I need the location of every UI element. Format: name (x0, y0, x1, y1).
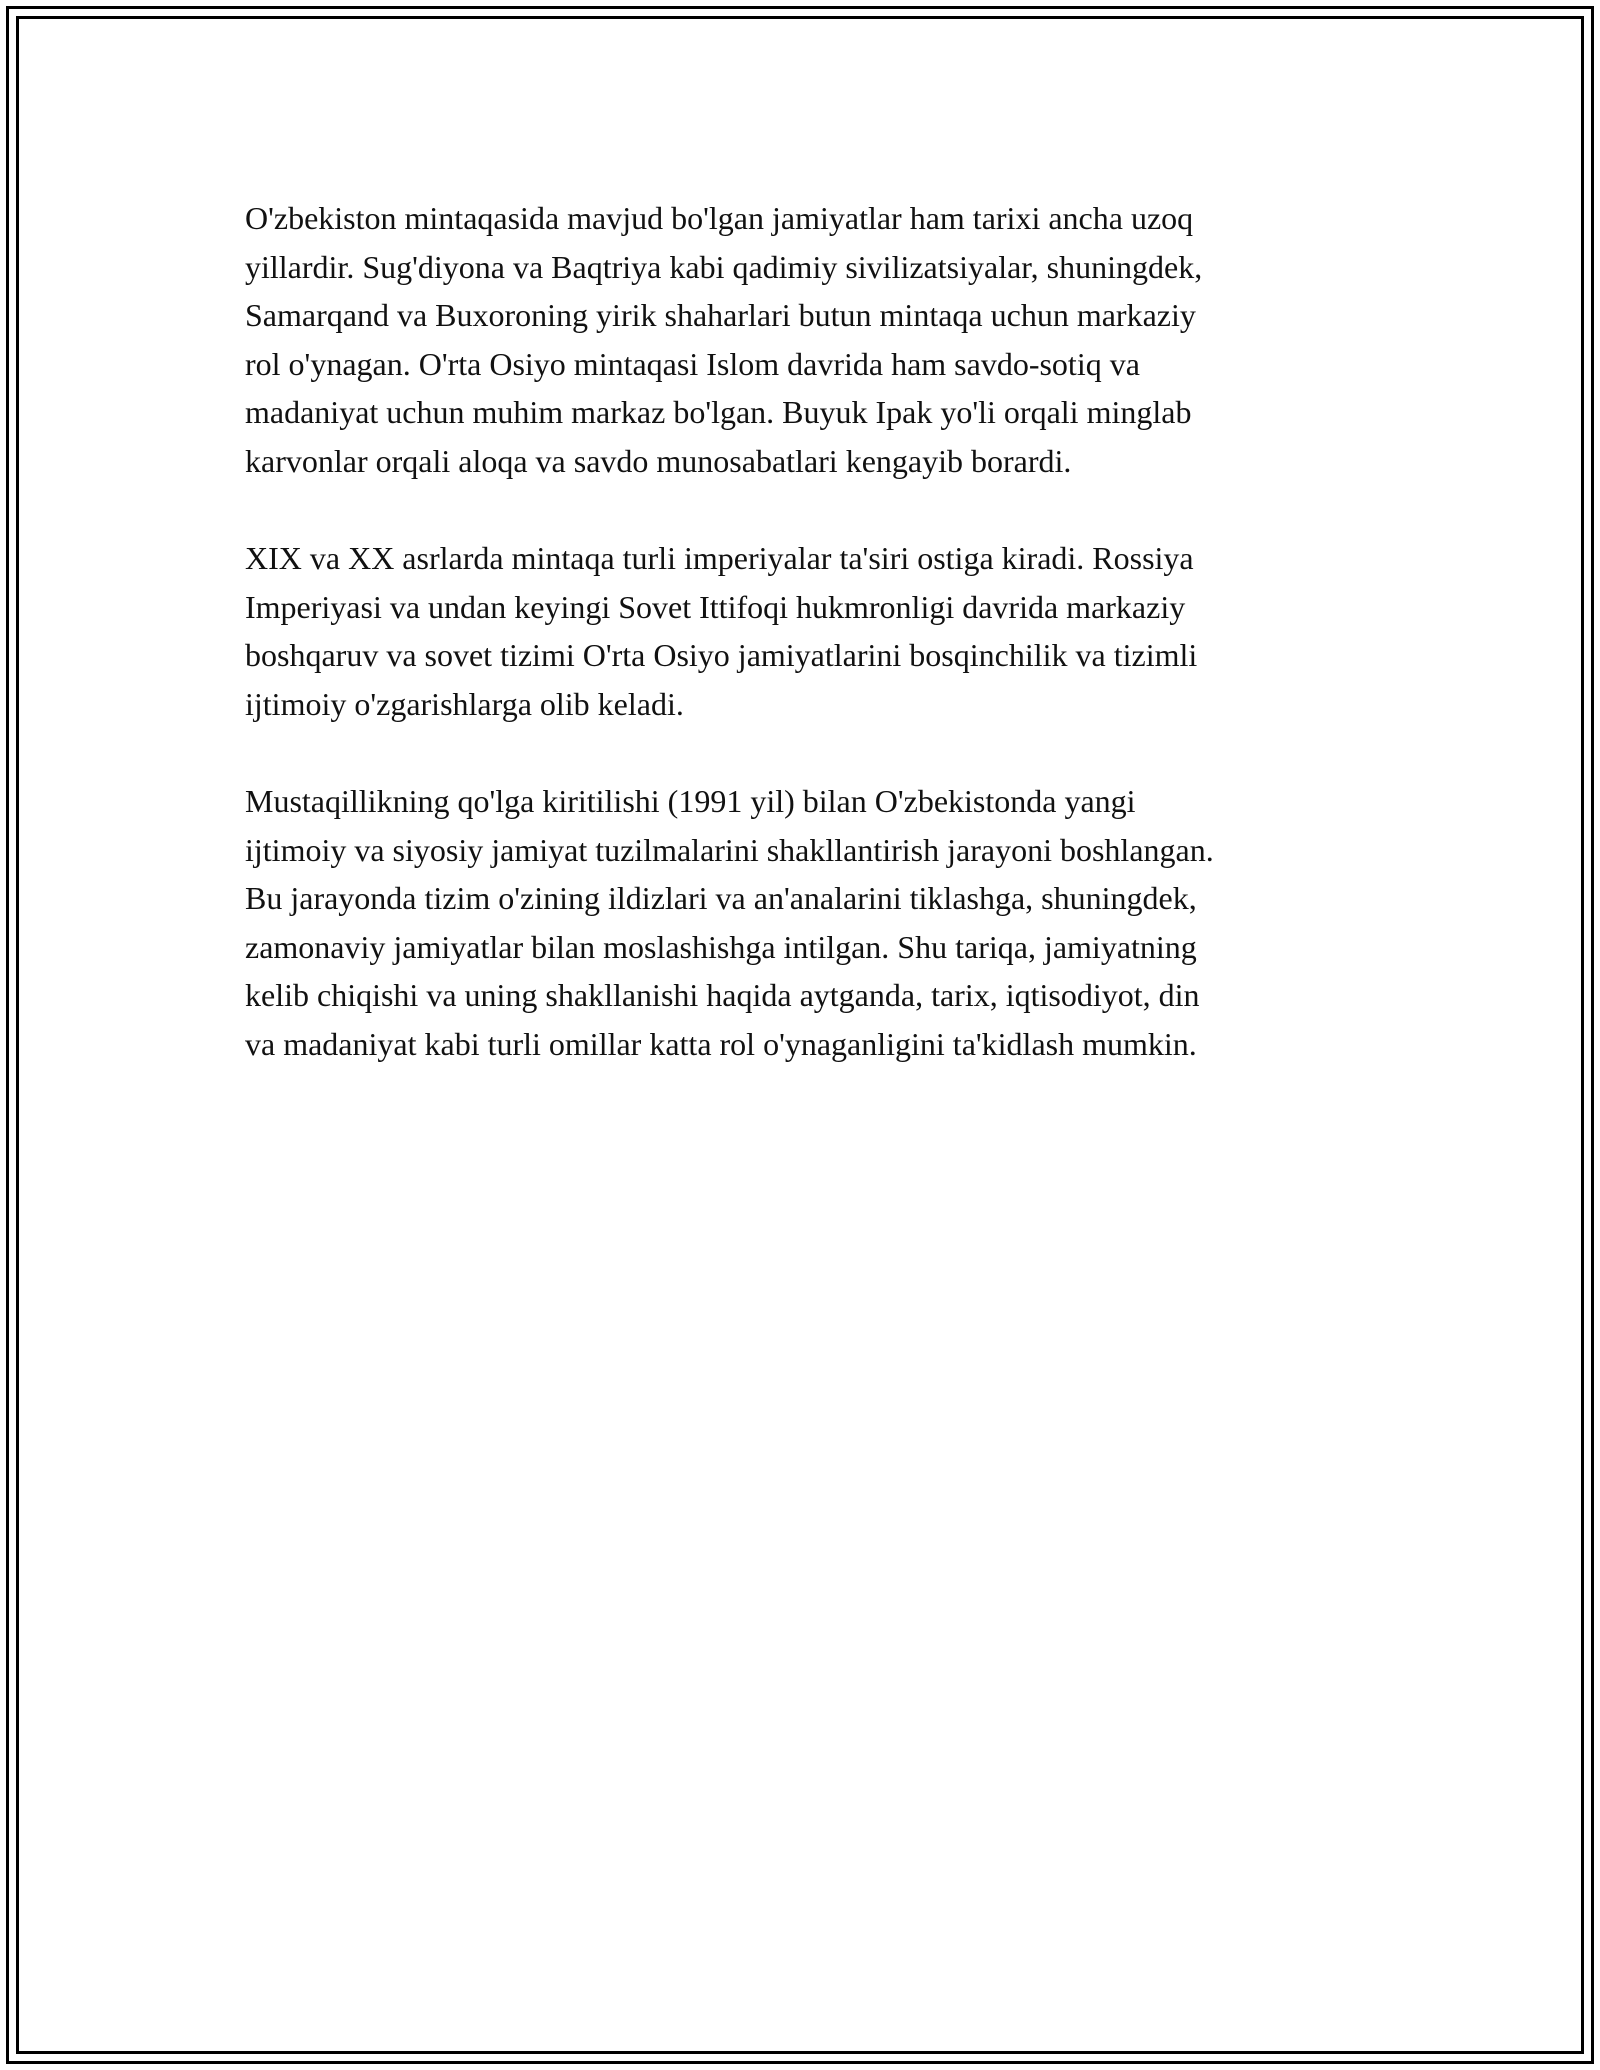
paragraph-independence: Mustaqillikning qo'lga kiritilishi (1991 yil) bilan O'zbekistonda yangi ijtimoiy va siyosiy jamiyat tuzilmalarini shakllantirish jarayoni boshlangan. Bu jarayonda tizim o'zining ildizlari va an'analarini tiklashga, shuningdek, zamonaviy jamiyatlar bilan moslashishga intilgan. Shu tariqa, jamiyatning kelib chiqishi va uning shakllanishi haqida aytganda, tarix, iqtisodiyot, din va madaniyat kabi turli omillar katta rol o'ynaganligini ta'kidlash mumkin. (245, 783, 1214, 1062)
page-frame (6, 6, 1594, 2064)
paragraph-empires: XIX va XX asrlarda mintaqa turli imperiyalar ta'siri ostiga kiradi. Rossiya Imperiyasi va undan keyingi Sovet Ittifoqi hukmronligi davrida markaziy boshqaruv va sovet tizimi O'rta Osiyo jamiyatlarini bosqinchilik va tizimli ijtimoiy o'zgarishlarga olib keladi. (245, 540, 1198, 722)
paragraph-history: O'zbekiston mintaqasida mavjud bo'lgan jamiyatlar ham tarixi ancha uzoq yillardir. Sug'diyona va Baqtriya kabi qadimiy sivilizatsiyalar, shuningdek, Samarqand va Buxoroning yirik shaharlari butun mintaqa uchun markaziy rol o'ynagan. O'rta Osiyo mintaqasi Islom davrida ham savdo-sotiq va madaniyat uchun muhim markaz bo'lgan. Buyuk Ipak yo'li orqali minglab karvonlar orqali aloqa va savdo munosabatlari kengayib borardi. (245, 200, 1203, 479)
document-body (245, 194, 1375, 1117)
